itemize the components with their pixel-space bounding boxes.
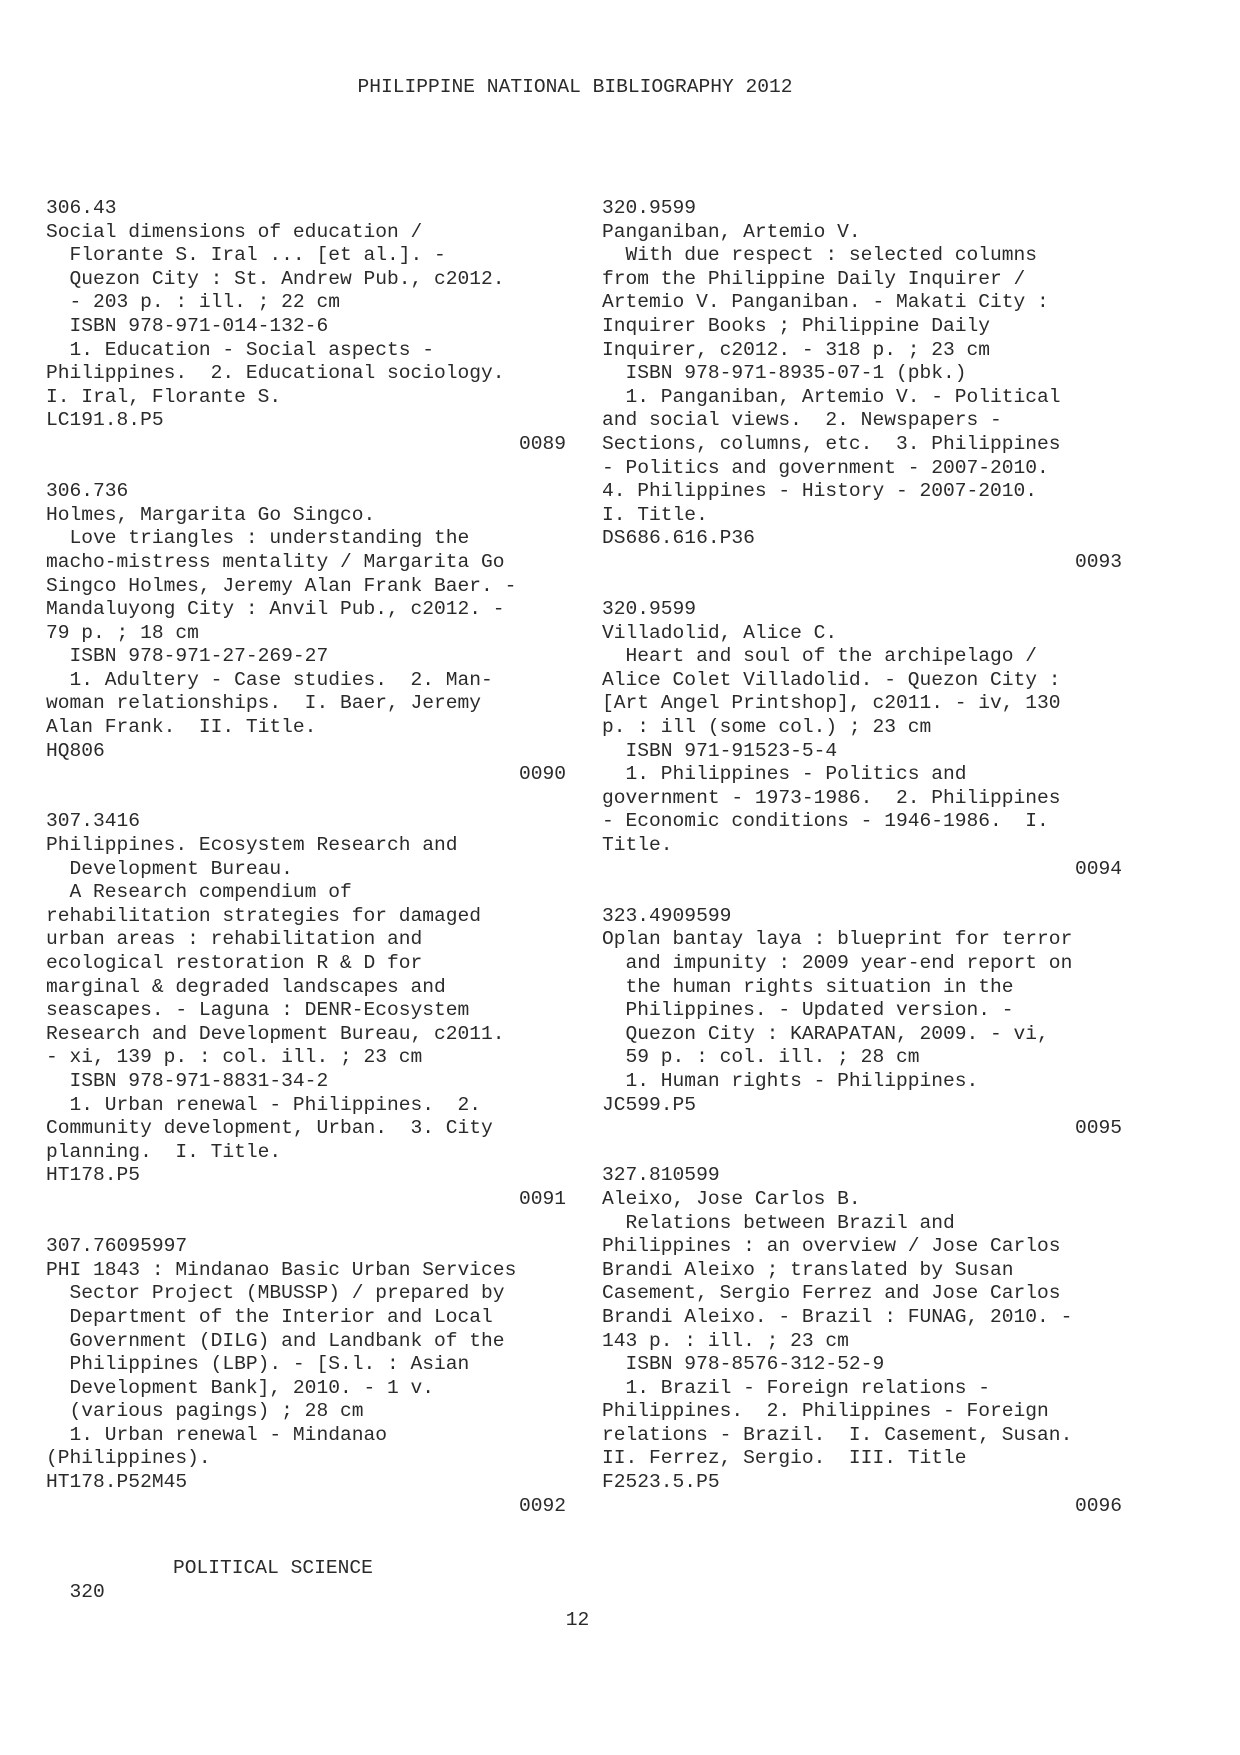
left-column xyxy=(46,197,566,1542)
entry-number: 0092 xyxy=(518,1494,566,1517)
entry-line: Inquirer Books ; Philippine Daily xyxy=(602,314,991,337)
entry-line: [Art Angel Printshop], c2011. - iv, 130 xyxy=(602,692,1061,715)
entry-line: ecological restoration R & D for xyxy=(46,952,423,974)
entry-line: (various pagings) ; 28 cm xyxy=(46,1400,364,1423)
bibliography-entry xyxy=(46,1235,566,1518)
entry-line: I. Title. xyxy=(602,503,708,526)
section-title: POLITICAL SCIENCE xyxy=(173,1557,373,1579)
entry-line: - xi, 139 p. : col. ill. ; 23 cm xyxy=(46,1046,423,1069)
bibliography-entry xyxy=(602,598,1122,881)
entry-line: p. : ill (some col.) ; 23 cm xyxy=(602,716,932,739)
entry-line: Development Bureau. xyxy=(46,857,293,880)
entry-line: Philippines. Ecosystem Research and xyxy=(46,834,458,857)
bibliography-entry xyxy=(46,480,566,787)
entry-class-number: 307.76095997 xyxy=(46,1235,188,1258)
bibliography-entry xyxy=(602,1164,1122,1518)
entry-class-number: 320.9599 xyxy=(602,197,697,219)
page-header: PHILIPPINE NATIONAL BIBLIOGRAPHY 2012 xyxy=(357,76,793,98)
entry-line: government - 1973-1986. 2. Philippines xyxy=(602,786,1061,809)
entry-number: 0089 xyxy=(518,432,566,455)
entry-line: 79 p. ; 18 cm xyxy=(46,621,199,644)
entry-class-number: 307.3416 xyxy=(46,810,141,833)
entry-line: - Politics and government - 2007-2010. xyxy=(602,456,1049,479)
entry-line: Development Bank], 2010. - 1 v. xyxy=(46,1376,435,1399)
entry-line: (Philippines). xyxy=(46,1447,211,1470)
entry-line: 1. Brazil - Foreign relations - xyxy=(602,1376,991,1399)
entry-line: Love triangles : understanding the xyxy=(46,527,470,550)
entry-line: and impunity : 2009 year-end report on xyxy=(602,952,1073,974)
entry-line: Government (DILG) and Landbank of the xyxy=(46,1329,505,1352)
entry-line: 1. Philippines - Politics and xyxy=(602,763,967,786)
entry-line: ISBN 978-971-8935-07-1 (pbk.) xyxy=(602,362,967,385)
entry-line: 143 p. : ill. ; 23 cm xyxy=(602,1329,849,1352)
entry-line: Singco Holmes, Jeremy Alan Frank Baer. - xyxy=(46,574,517,597)
bibliography-entry xyxy=(46,810,566,1211)
entry-line: Villadolid, Alice C. xyxy=(602,621,838,644)
right-column xyxy=(602,197,1122,1542)
entry-line: II. Ferrez, Sergio. III. Title xyxy=(602,1447,967,1470)
entry-line: Research and Development Bureau, c2011. xyxy=(46,1022,505,1045)
entry-number: 0094 xyxy=(1074,857,1122,880)
entry-line: rehabilitation strategies for damaged xyxy=(46,904,482,927)
entry-line: Casement, Sergio Ferrez and Jose Carlos xyxy=(602,1282,1061,1305)
bibliography-entry xyxy=(602,197,1122,575)
entry-number: 0095 xyxy=(1074,1117,1122,1140)
entry-line: - 203 p. : ill. ; 22 cm xyxy=(46,291,340,314)
entry-line: and social views. 2. Newspapers - xyxy=(602,409,1002,432)
entry-line: Sections, columns, etc. 3. Philippines xyxy=(602,432,1061,455)
entry-line: seascapes. - Laguna : DENR-Ecosystem xyxy=(46,999,470,1022)
entry-line: HT178.P52M45 xyxy=(46,1471,188,1494)
entry-line: With due respect : selected columns xyxy=(602,244,1038,267)
entry-line: Inquirer, c2012. - 318 p. ; 23 cm xyxy=(602,338,991,361)
entry-line: 59 p. : col. ill. ; 28 cm xyxy=(602,1046,920,1069)
entry-number: 0096 xyxy=(1074,1494,1122,1517)
entry-line: 4. Philippines - History - 2007-2010. xyxy=(602,480,1038,503)
entry-line: Relations between Brazil and xyxy=(602,1211,955,1234)
entry-number: 0091 xyxy=(518,1187,566,1210)
entry-class-number: 306.736 xyxy=(46,480,129,503)
entry-line: ISBN 978-971-27-269-27 xyxy=(46,645,329,668)
entry-line: Social dimensions of education / xyxy=(46,220,423,243)
entry-line: HT178.P5 xyxy=(46,1164,141,1187)
entry-line: marginal & degraded landscapes and xyxy=(46,975,446,998)
entry-line: I. Iral, Florante S. xyxy=(46,385,282,408)
entry-line: ISBN 978-971-014-132-6 xyxy=(46,314,329,337)
entry-line: Title. xyxy=(602,834,673,857)
entry-line: Heart and soul of the archipelago / xyxy=(602,645,1038,668)
entry-line: ISBN 971-91523-5-4 xyxy=(602,739,838,762)
bibliography-entry xyxy=(602,905,1122,1141)
entry-line: Philippines : an overview / Jose Carlos xyxy=(602,1235,1061,1258)
entry-line: Department of the Interior and Local xyxy=(46,1305,493,1328)
entry-line: Philippines (LBP). - [S.l. : Asian xyxy=(46,1353,470,1376)
entry-line: urban areas : rehabilitation and xyxy=(46,928,423,951)
entry-line: Quezon City : KARAPATAN, 2009. - vi, xyxy=(602,1022,1049,1045)
entry-line: Panganiban, Artemio V. xyxy=(602,220,861,243)
entry-line: 1. Urban renewal - Mindanao xyxy=(46,1423,387,1446)
section-code: 320 xyxy=(69,1580,105,1603)
entry-line: macho-mistress mentality / Margarita Go xyxy=(46,550,505,573)
entry-line: Alice Colet Villadolid. - Quezon City : xyxy=(602,668,1061,691)
entry-class-number: 327.810599 xyxy=(602,1164,720,1187)
entry-line: Mandaluyong City : Anvil Pub., c2012. - xyxy=(46,598,505,621)
entry-line: 1. Education - Social aspects - xyxy=(46,338,435,361)
entry-line: woman relationships. I. Baer, Jeremy xyxy=(46,692,482,715)
entry-line: Oplan bantay laya : blueprint for terror xyxy=(602,928,1073,951)
entry-line: 1. Adultery - Case studies. 2. Man- xyxy=(46,668,493,691)
entry-line: Florante S. Iral ... [et al.]. - xyxy=(46,244,446,267)
entry-line: Aleixo, Jose Carlos B. xyxy=(602,1187,861,1210)
entry-line: from the Philippine Daily Inquirer / xyxy=(602,267,1026,290)
entry-line: Artemio V. Panganiban. - Makati City : xyxy=(602,291,1049,314)
entry-line: Holmes, Margarita Go Singco. xyxy=(46,503,376,526)
entry-line: Brandi Aleixo. - Brazil : FUNAG, 2010. - xyxy=(602,1305,1073,1328)
entry-number: 0093 xyxy=(1074,550,1122,573)
entry-line: relations - Brazil. I. Casement, Susan. xyxy=(602,1423,1073,1446)
entry-line: planning. I. Title. xyxy=(46,1140,282,1163)
entry-number: 0090 xyxy=(518,763,566,786)
entry-line: Philippines. 2. Philippines - Foreign xyxy=(602,1400,1049,1423)
entry-line: F2523.5.P5 xyxy=(602,1471,720,1494)
entry-line: Alan Frank. II. Title. xyxy=(46,716,317,739)
entry-line: 1. Panganiban, Artemio V. - Political xyxy=(602,385,1061,408)
entry-line: the human rights situation in the xyxy=(602,975,1014,998)
entry-line: 1. Urban renewal - Philippines. 2. xyxy=(46,1093,482,1116)
entry-line: HQ806 xyxy=(46,739,105,762)
page-number: 12 xyxy=(565,1609,590,1631)
entry-line: - Economic conditions - 1946-1986. I. xyxy=(602,810,1049,833)
entry-line: ISBN 978-971-8831-34-2 xyxy=(46,1069,329,1092)
entry-line: 1. Human rights - Philippines. xyxy=(602,1069,979,1092)
entry-class-number: 323.4909599 xyxy=(602,904,732,927)
entry-line: JC599.P5 xyxy=(602,1093,697,1116)
entry-line: Philippines. - Updated version. - xyxy=(602,999,1014,1022)
entry-line: Philippines. 2. Educational sociology. xyxy=(46,362,505,385)
entry-class-number: 306.43 xyxy=(46,197,117,219)
entry-line: Community development, Urban. 3. City xyxy=(46,1117,493,1140)
entry-class-number: 320.9599 xyxy=(602,598,697,621)
entry-line: ISBN 978-8576-312-52-9 xyxy=(602,1353,885,1376)
entry-line: DS686.616.P36 xyxy=(602,527,755,550)
entry-line: Sector Project (MBUSSP) / prepared by xyxy=(46,1282,505,1305)
entry-line: A Research compendium of xyxy=(46,881,352,904)
entry-line: Brandi Aleixo ; translated by Susan xyxy=(602,1258,1014,1281)
bibliography-entry xyxy=(46,197,566,457)
entry-line: LC191.8.P5 xyxy=(46,409,164,432)
entry-line: Quezon City : St. Andrew Pub., c2012. xyxy=(46,267,505,290)
entry-line: PHI 1843 : Mindanao Basic Urban Services xyxy=(46,1258,517,1281)
